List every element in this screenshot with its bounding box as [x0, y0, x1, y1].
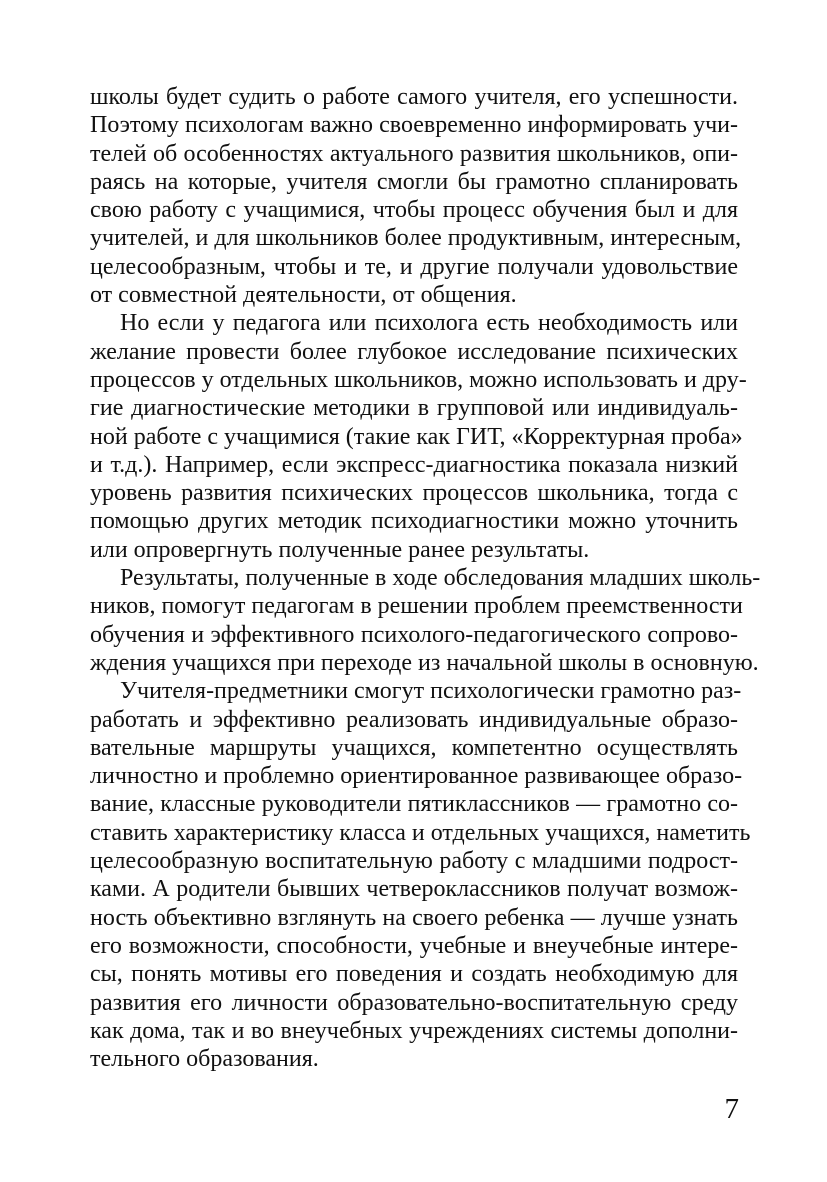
text-line: работать и эффективно реализовать индивидуальные образо- [90, 706, 738, 733]
text-line: вательные маршруты учащихся, компетентно осуществлять [90, 734, 738, 761]
text-line: ной работе с учащимися (такие как ГИТ, «Корректурная проба» [90, 423, 743, 450]
text-line: уровень развития психических процессов школьника, тогда с [90, 480, 738, 507]
text-line: школы будет судить о работе самого учителя, его успешности. [90, 84, 738, 110]
text-line: желание провести более глубокое исследование психических [90, 338, 738, 365]
text-line: целесообразным, чтобы и те, и другие получали удовольствие [90, 253, 738, 280]
text-line: его возможности, способности, учебные и внеучебные интере- [90, 932, 738, 959]
text-line: тельного образования. [90, 1046, 319, 1073]
text-line: обучения и эффективного психолого-педагогического сопрово- [90, 621, 738, 648]
text-line: или опровергнуть полученные ранее результаты. [90, 536, 590, 563]
text-line: телей об особенностях актуального развития школьников, опи- [90, 140, 738, 167]
text-line: Поэтому психологам важно своевременно информировать учи- [90, 112, 738, 139]
text-line: как дома, так и во внеучебных учреждениях системы дополни- [90, 1017, 738, 1044]
page-number: 7 [724, 1093, 739, 1125]
text-line: процессов у отдельных школьников, можно использовать и дру- [90, 366, 747, 393]
text-line: и т.д.). Например, если экспресс-диагностика показала низкий [90, 451, 738, 478]
text-line: сы, понять мотивы его поведения и создать необходимую для [90, 961, 738, 988]
text-line: свою работу с учащимися, чтобы процесс обучения был и для [90, 197, 738, 224]
paragraph-1 [90, 83, 742, 309]
text-line: раясь на которые, учителя смогли бы грамотно спланировать [90, 168, 738, 195]
text-line: ность объективно взглянуть на своего ребенка — лучше узнать [90, 904, 738, 931]
text-line: учителей, и для школьников более продуктивным, интересным, [90, 225, 742, 252]
paragraph-4 [90, 677, 751, 1073]
text-line: помощью других методик психодиагностики можно уточнить [90, 508, 738, 535]
text-line: вание, классные руководители пятиклассников — грамотно со- [90, 791, 738, 818]
text-line: ников, помогут педагогам в решении проблем преемственности [90, 593, 743, 620]
text-line: гие диагностические методики в групповой или индивидуаль- [90, 395, 738, 422]
text-line: Учителя-предметники смогут психологически грамотно раз- [120, 678, 742, 705]
text-line: Но если у педагога или психолога есть необходимость или [120, 310, 738, 337]
text-line: целесообразную воспитательную работу с младшими подрост- [90, 848, 738, 875]
text-line: ками. А родители бывших четвероклассников получат возмож- [90, 876, 738, 903]
text-line: Результаты, полученные в ходе обследования младших школь- [120, 565, 761, 592]
page-body [90, 83, 761, 1073]
text-line: от совместной деятельности, от общения. [90, 282, 517, 309]
paragraph-3 [90, 564, 761, 677]
text-line: ставить характеристику класса и отдельных учащихся, наметить [90, 819, 751, 846]
text-line: личностно и проблемно ориентированное развивающее образо- [90, 763, 743, 790]
paragraph-2 [90, 309, 747, 564]
text-line: развития его личности образовательно-воспитательную среду [90, 989, 738, 1016]
text-line: ждения учащихся при переходе из начальной школы в основную. [90, 649, 759, 676]
